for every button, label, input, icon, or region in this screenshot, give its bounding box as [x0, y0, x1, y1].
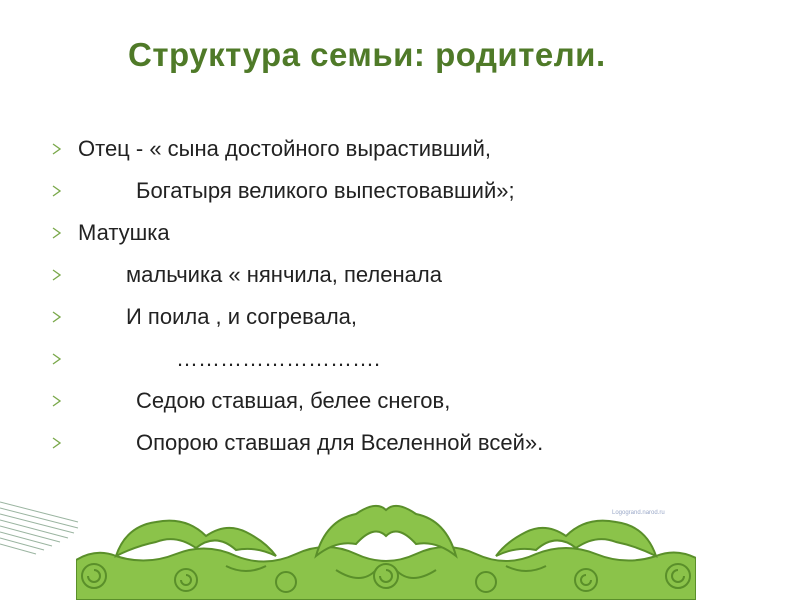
list-item-text: Опорою ставшая для Вселенной всей». — [136, 430, 544, 455]
triangle-outline-icon — [52, 269, 61, 281]
triangle-outline-icon — [52, 395, 61, 407]
list-item-text: мальчика « нянчила, пеленала — [126, 262, 442, 287]
triangle-outline-icon — [52, 353, 61, 365]
triangle-outline-icon — [52, 227, 61, 239]
triangle-outline-icon — [52, 143, 61, 155]
list-item-text: Седою ставшая, белее снегов, — [136, 388, 451, 413]
triangle-outline-icon — [52, 311, 61, 323]
list-item-text: Богатыря великого выпестовавший»; — [136, 178, 515, 203]
ornament-border-icon — [76, 496, 696, 600]
list-item-text: Матушка — [78, 220, 170, 245]
list-item-text: Отец - « сына достойного вырастивший, — [78, 136, 492, 161]
triangle-outline-icon — [52, 185, 61, 197]
watermark: Logogrand.narod.ru — [612, 510, 665, 516]
slide-title: Структура семьи: родители. — [128, 36, 606, 73]
decorative-stripes — [0, 500, 80, 600]
list-item-text: И поила , и согревала, — [126, 304, 358, 329]
triangle-outline-icon — [52, 437, 61, 449]
list-item-text: ………………………. — [176, 346, 381, 371]
